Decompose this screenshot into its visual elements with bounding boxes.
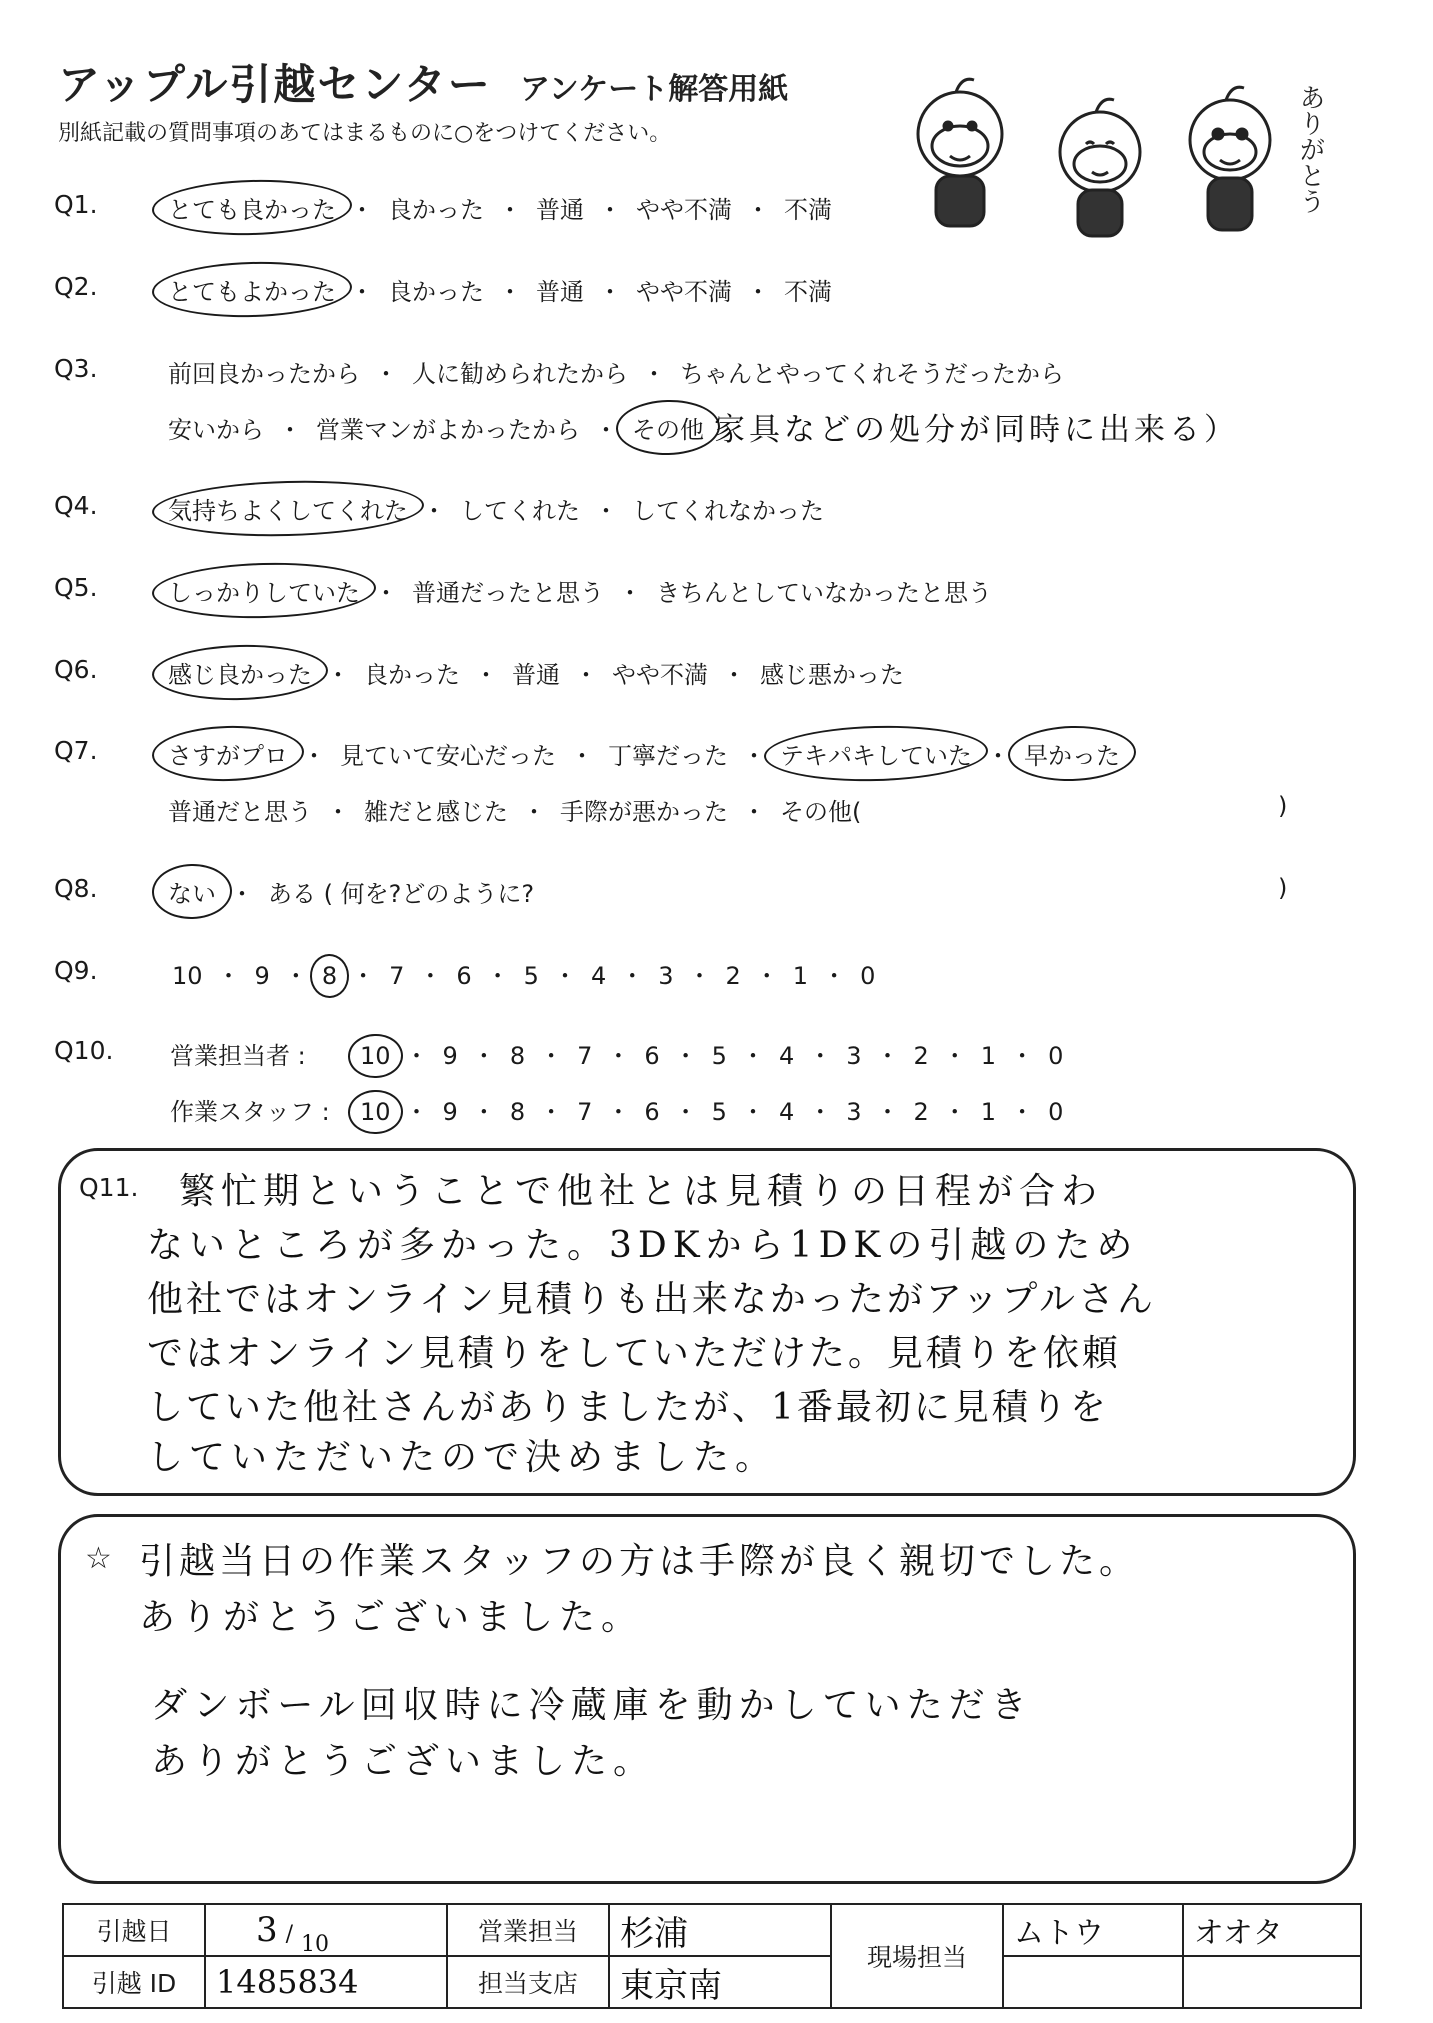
q9-score-8[interactable]: 8 [316,962,343,990]
q10-staff-score-2[interactable]: 2 [913,1098,929,1126]
q10-staff-scale: 10 ・ 9 ・ 8 ・ 7 ・ 6 ・ 5 ・ 4 ・ 3 ・ 2 ・ 1 ・ 0 [354,1092,1069,1127]
move-id-value[interactable]: 1485834 [205,1956,447,2008]
q3-label: Q3. [54,354,98,383]
q7-option-professional[interactable]: さすがプロ [162,736,294,771]
q1-option-good[interactable]: 良かった [388,196,484,224]
site-staff-empty-1[interactable] [1003,1956,1183,2008]
q3-option-seemed-reliable[interactable]: ちゃんとやってくれそうだったから [680,360,1064,388]
comment-line-1: 引越当日の作業スタッフの方は手際が良く親切でした。 [139,1541,1140,1582]
q7-option-fast[interactable]: 早かった [1018,736,1126,771]
q11-label: Q11. [79,1173,139,1202]
q3-option-other[interactable]: その他 [626,410,710,445]
monkey-mascots-illustration [890,64,1370,240]
q2-option-good[interactable]: 良かった [388,278,484,306]
q7-option-normal[interactable]: 普通だと思う [168,798,312,826]
q1-label: Q1. [54,190,98,219]
q7-option-clumsy[interactable]: 手際が悪かった [560,798,728,826]
q9-label: Q9. [54,956,98,985]
move-date-month: 3 [256,1910,278,1950]
thanks-vertical-text: ありがとう [1295,84,1325,214]
q10-sales-scale: 10 ・ 9 ・ 8 ・ 7 ・ 6 ・ 5 ・ 4 ・ 3 ・ 2 ・ 1 ・ 0 [354,1036,1069,1071]
q10-staff-label: 作業スタッフ : [170,1098,330,1126]
q3-option-previous-good[interactable]: 前回良かったから [168,360,360,388]
move-id-label: 引越 ID [63,1956,205,2008]
q6-label: Q6. [54,655,98,684]
footer-table [62,1903,1362,2009]
q4-option-did[interactable]: してくれた [460,497,580,525]
move-date-label: 引越日 [63,1904,205,1956]
q3-options-line2: 安いから ・ 営業マンがよかったから ・ その他 [162,410,710,445]
q7-option-polite[interactable]: 丁寧だった [608,742,728,770]
q10-sales-score-7[interactable]: 7 [577,1042,593,1070]
move-date-cell[interactable]: 3 / 10 [205,1904,447,1956]
q11-answer-box[interactable] [58,1148,1356,1496]
q9-score-4[interactable]: 4 [590,962,607,990]
q9-score-10[interactable]: 10 [172,962,203,990]
q5-label: Q5. [54,573,98,602]
q2-option-somewhat-unsatisfied[interactable]: やや不満 [636,278,732,306]
q5-options: しっかりしていた ・ 普通だったと思う ・ きちんとしていなかったと思う [162,573,998,608]
q10-sales-label: 営業担当者 : [170,1042,306,1070]
q10-sales-score-10[interactable]: 10 [354,1042,397,1070]
site-staff-empty-2[interactable] [1183,1956,1361,2008]
q10-staff-score-7[interactable]: 7 [577,1098,593,1126]
q7-option-efficient[interactable]: テキパキしていた [774,736,978,771]
site-staff-value-1[interactable]: ムトウ [1003,1904,1183,1956]
q10-sales-score-9[interactable]: 9 [442,1042,458,1070]
sales-staff-value[interactable]: 杉浦 [609,1904,831,1956]
instruction-text: 別紙記載の質問事項のあてはまるものに○をつけてください。 [58,121,672,146]
q9-score-1[interactable]: 1 [792,962,809,990]
q9-score-3[interactable]: 3 [658,962,674,990]
monkey-3-icon [1190,87,1270,230]
q7-label: Q7. [54,736,98,765]
site-staff-value-2[interactable]: オオタ [1183,1904,1361,1956]
q10-staff-score-9[interactable]: 9 [442,1098,458,1126]
q3-option-good-salesman[interactable]: 営業マンがよかったから [316,416,580,444]
q8-options: ない ・ ある ( 何を?どのように? [162,874,540,909]
q5-option-not-proper[interactable]: きちんとしていなかったと思う [656,579,992,607]
form-subtitle: アンケート解答用紙 [520,72,789,107]
q2-options: とてもよかった ・ 良かった ・ 普通 ・ やや不満 ・ 不満 [162,272,838,307]
q9-scale: 10 ・ 9 ・ 8 ・ 7 ・ 6 ・ 5 ・ 4 ・ 3 ・ 2 ・ 1 ・ 0 [166,956,881,991]
q7-option-other[interactable]: その他( [780,798,862,826]
q7-options-line1: さすがプロ ・ 見ていて安心だった ・ 丁寧だった ・ テキパキしていた ・ 早かった [162,736,1126,771]
q11-line-2: ないところが多かった。3DKから1DKの引越のため [147,1225,1139,1266]
q1-option-normal[interactable]: 普通 [536,196,584,224]
comments-box[interactable] [58,1514,1356,1884]
q10-staff-score-4[interactable]: 4 [778,1098,795,1126]
q1-options: とても良かった ・ 良かった ・ 普通 ・ やや不満 ・ 不満 [162,190,838,225]
q11-line-1: 繁忙期ということで他社とは見積りの日程が合わ [179,1171,1104,1212]
q10-staff-score-3[interactable]: 3 [846,1098,862,1126]
q3-option-cheap[interactable]: 安いから [168,416,264,444]
q8-option-some[interactable]: ある ( 何を?どのように? [268,880,535,908]
q11-line-4: ではオンライン見積りをしていただけた。見積りを依頼 [147,1333,1121,1374]
q10-sales-score-4[interactable]: 4 [778,1042,795,1070]
monkey-1-icon [918,79,1002,226]
q5-option-normal[interactable]: 普通だったと思う [412,579,604,607]
q11-line-6: していただいたので決めました。 [147,1437,778,1478]
q10-sales-score-5[interactable]: 5 [711,1042,727,1070]
branch-label: 担当支店 [447,1956,609,2008]
q3-options-line1: 前回良かったから ・ 人に勧められたから ・ ちゃんとやってくれそうだったから [162,354,1070,389]
q9-score-5[interactable]: 5 [523,962,539,990]
q6-options: 感じ良かった ・ 良かった ・ 普通 ・ やや不満 ・ 感じ悪かった [162,655,910,690]
q10-sales-score-3[interactable]: 3 [846,1042,862,1070]
sales-staff-label: 営業担当 [447,1904,609,1956]
brand-title: アップル引越センター [58,60,492,109]
q10-label: Q10. [54,1036,114,1065]
q6-option-good[interactable]: 良かった [364,661,460,689]
q4-options: 気持ちよくしてくれた ・ してくれた ・ してくれなかった [162,491,830,526]
q10-sales-score-6[interactable]: 6 [644,1042,660,1070]
star-icon: ☆ [85,1541,112,1576]
q7-options-line2: 普通だと思う ・ 雑だと感じた ・ 手際が悪かった ・ その他( [162,792,867,827]
q5-option-solid[interactable]: しっかりしていた [162,573,366,608]
q3-option-recommended[interactable]: 人に勧められたから [412,360,628,388]
q3-other-handwritten: 家具などの処分が同時に出来る） [714,412,1239,448]
q6-option-normal[interactable]: 普通 [512,661,560,689]
q9-score-9[interactable]: 9 [254,962,270,990]
question-7-line2 [54,792,1304,832]
q9-score-6[interactable]: 6 [456,962,472,990]
q10-sales-score-8[interactable]: 8 [509,1042,526,1070]
q9-score-7[interactable]: 7 [389,962,405,990]
comment-line-3: ダンボール回収時に冷蔵庫を動かしていただき [151,1685,1033,1726]
q4-label: Q4. [54,491,98,520]
q9-score-2[interactable]: 2 [725,962,741,990]
monkey-2-icon [1060,99,1140,236]
q6-option-somewhat-unsatisfied[interactable]: やや不満 [612,661,708,689]
site-staff-label: 現場担当 [831,1904,1003,2008]
q2-label: Q2. [54,272,98,301]
comment-line-4: ありがとうございました。 [151,1741,656,1782]
q4-option-pleasant[interactable]: 気持ちよくしてくれた [162,491,414,526]
q8-close-paren: ) [1278,874,1288,902]
q8-label: Q8. [54,874,98,903]
q10-sales-score-1[interactable]: 1 [980,1042,997,1070]
comment-line-2: ありがとうございました。 [139,1597,644,1638]
q1-option-somewhat-unsatisfied[interactable]: やや不満 [636,196,732,224]
q1-option-unsatisfied[interactable]: 不満 [784,196,832,224]
q7-option-sloppy[interactable]: 雑だと感じた [364,798,508,826]
q10-staff-score-1[interactable]: 1 [980,1098,997,1126]
q4-option-did-not[interactable]: してくれなかった [632,497,824,525]
q7-option-reassuring[interactable]: 見ていて安心だった [340,742,556,770]
move-date-day: 10 [300,1932,329,1957]
q10-staff-score-8[interactable]: 8 [509,1098,526,1126]
q9-score-0[interactable]: 0 [860,962,876,990]
q6-option-bad[interactable]: 感じ悪かった [760,661,904,689]
q10-staff-score-5[interactable]: 5 [711,1098,727,1126]
q7-other-close-paren: ) [1278,792,1288,820]
q10-sales-score-2[interactable]: 2 [913,1042,929,1070]
branch-value[interactable]: 東京南 [609,1956,831,2008]
q2-option-unsatisfied[interactable]: 不満 [784,278,832,306]
q2-option-normal[interactable]: 普通 [536,278,584,306]
q10-staff-score-0[interactable]: 0 [1048,1098,1064,1126]
q6-option-very-good[interactable]: 感じ良かった [162,655,318,690]
question-8 [54,874,1304,914]
q10-staff-score-6[interactable]: 6 [644,1098,660,1126]
q11-line-3: 他社ではオンライン見積りも出来なかったがアップルさん [147,1279,1156,1320]
q10-sales-score-0[interactable]: 0 [1048,1042,1064,1070]
q8-option-none[interactable]: ない [162,874,222,909]
q2-option-very-good[interactable]: とてもよかった [162,272,342,307]
q1-option-very-good[interactable]: とても良かった [162,190,342,225]
q10-staff-score-10[interactable]: 10 [354,1098,397,1126]
q11-line-5: していた他社さんがありましたが、1番最初に見積りを [147,1387,1109,1428]
